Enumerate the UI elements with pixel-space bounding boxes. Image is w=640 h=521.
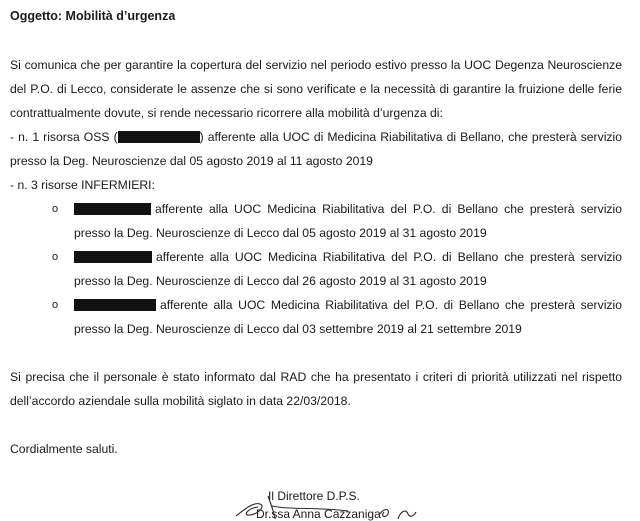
nurse-2-line-2: presso la Deg. Neuroscienze di Lecco dal 26 agosto 2019 al 31 agosto 2019 [74, 274, 487, 288]
nurse-1-line-2: presso la Deg. Neuroscienze di Lecco dal 05 agosto 2019 al 31 agosto 2019 [74, 226, 487, 240]
oss-line-2: presso la Deg. Neuroscienze dal 05 agosto 2019 al 11 agosto 2019 [10, 154, 373, 168]
nurse-3-line-2: presso la Deg. Neuroscienze di Lecco dal 03 settembre 2019 al 21 settembre 2019 [74, 322, 522, 336]
redacted-name-nurse-3 [74, 299, 156, 311]
rad-note-line-1: Si precisa che il personale è stato informato dal RAD che ha presentato i criteri di priorità utilizzati nel rispetto [10, 370, 622, 384]
intro-line-2: del P.O. di Lecco, considerate le assenze che si sono verificate e la necessità di garantire la fruizione delle ferie [10, 82, 622, 96]
bullet-2: o [52, 251, 59, 263]
intro-line-3: contrattualmente dovute, si rende necessario ricorrere alla mobilità d’urgenza di: [10, 106, 443, 120]
nurse-1-line-1: afferente alla UOC Medicina Riabilitativa del P.O. di Bellano che presterà servizio [155, 202, 622, 216]
nurse-2-line-1: afferente alla UOC Medicina Riabilitativa del P.O. di Bellano che presterà servizio [156, 250, 622, 264]
handwritten-signature [228, 480, 440, 519]
subject-line: Oggetto: Mobilità d’urgenza [10, 9, 176, 23]
oss-prefix: - n. 1 risorsa OSS ( [10, 130, 118, 144]
nurses-header: - n. 3 risorse INFERMIERI: [10, 178, 155, 192]
signature-name: Dr.ssa Anna Cazzaniga [256, 507, 381, 521]
redacted-name-nurse-1 [74, 203, 151, 215]
closing-greeting: Cordialmente saluti. [10, 442, 118, 456]
oss-line-1 [10, 130, 622, 145]
intro-line-1: Si comunica che per garantire la copertura del servizio nel periodo estivo presso la UOC Degenza Neuroscienze [10, 58, 622, 72]
bullet-3: o [52, 299, 59, 311]
oss-suffix: ) afferente alla UOC di Medicina Riabilitativa di Bellano, che presterà servizio [199, 130, 623, 144]
rad-note-line-2: dell’accordo aziendale sulla mobilità siglato in data 22/03/2018. [10, 394, 351, 408]
redacted-name-nurse-2 [74, 251, 152, 263]
bullet-1: o [52, 203, 59, 215]
signature-title: Il Direttore D.P.S. [268, 489, 360, 503]
redacted-name-oss [118, 131, 200, 143]
nurse-3-line-1: afferente alla UOC Medicina Riabilitativa del P.O. di Bellano che presterà servizio [160, 298, 622, 312]
